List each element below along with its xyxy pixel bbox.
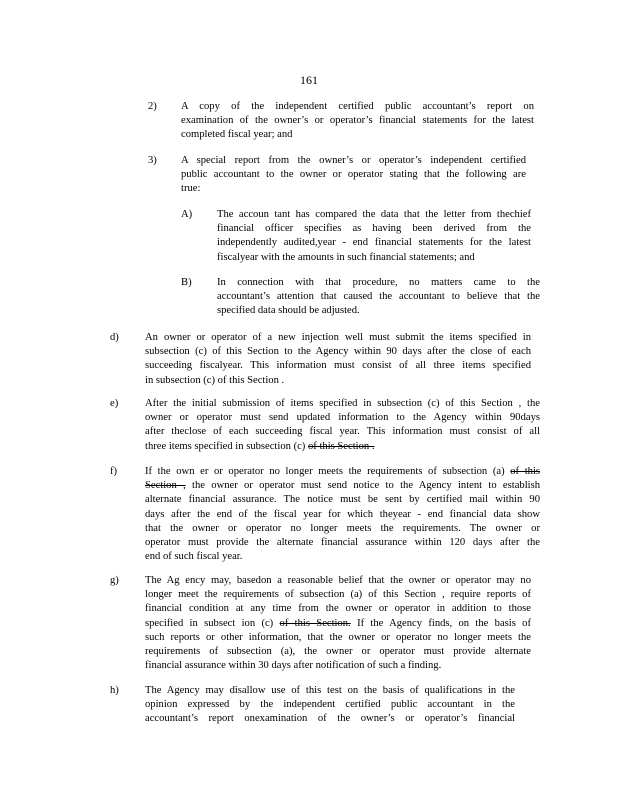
- text-line: accountant’s attention that caused the accountant to believe that the: [217, 291, 540, 303]
- text-line: The Agency may disallow use of this test on the basis of qualifications in the: [145, 685, 515, 696]
- item-text: [181, 100, 534, 143]
- text-line: such reports or other information, that the owner or operator no longer meets the: [145, 631, 531, 643]
- item-label: B): [181, 277, 192, 288]
- text-line: requirements of subsection (a), the owner or operator must provide alternate: [145, 646, 531, 658]
- text-line: specified data should be adjusted.: [217, 305, 360, 317]
- text-line: true:: [181, 183, 201, 195]
- item-text: [145, 574, 531, 673]
- struck-text: of this Section.: [279, 617, 351, 629]
- text-line: [145, 617, 531, 631]
- text-line: that the owner or operator no longer meets the requirements. The owner or: [145, 522, 540, 534]
- item-label: 2): [148, 101, 157, 112]
- text-line: financial officer specifies as having been derived from the: [217, 223, 531, 235]
- text-line: subsection (c) of this Section to the Agency within 90 days after the close of each: [145, 346, 531, 358]
- text-line: The Ag ency may, basedon a reasonable belief that the owner or operator may no: [145, 575, 531, 586]
- text-fragment: If the own er or operator no longer meets the requirements of subsection (a): [145, 466, 505, 477]
- text-line: after theclose of each succeeding fiscal year. This information must consist of all: [145, 426, 540, 438]
- text-line: operator must provide the alternate financial assurance within 120 days after the: [145, 537, 540, 549]
- text-line: independently audited,year - end financial statements for the latest: [217, 237, 531, 249]
- item-label: f): [110, 466, 118, 477]
- text-line: After the initial submission of items specified in subsection (c) of this Section , the: [145, 398, 540, 409]
- item-text: [145, 684, 515, 727]
- text-line: alternate financial assurance. The notice must be sent by certified mail within 90: [145, 494, 540, 506]
- text-line: completed fiscal year; and: [181, 129, 293, 141]
- text-line: succeeding fiscalyear. This information must consist of all three items specified: [145, 360, 531, 372]
- text-line: [145, 479, 540, 493]
- text-line: days after the end of the fiscal year for which theyear - end financial data show: [145, 508, 540, 520]
- text-line: The accoun tant has compared the data that the letter from thechief: [217, 209, 531, 220]
- item-text: [217, 276, 540, 319]
- page-number: 161: [300, 73, 318, 87]
- text-fragment: the owner or operator must send notice to the Agency intent to establish: [192, 480, 541, 492]
- item-text: [145, 397, 540, 454]
- item-label: 3): [148, 155, 157, 166]
- struck-text: of this Section .: [307, 440, 375, 452]
- struck-text: of this: [510, 466, 541, 477]
- text-line: opinion expressed by the independent certified public accountant in the: [145, 699, 515, 711]
- item-text: [145, 331, 531, 388]
- text-line: examination of the owner’s or operator’s financial statements for the latest: [181, 115, 534, 127]
- text-fragment: three items specified in subsection (c): [145, 440, 306, 452]
- text-line: fiscalyear with the amounts in such financial statements; and: [217, 251, 475, 263]
- text-line: public accountant to the owner or operator stating that the following are: [181, 169, 526, 181]
- text-line: end of such fiscal year.: [145, 551, 243, 563]
- text-line: A copy of the independent certified public accountant’s report on: [181, 101, 534, 112]
- text-fragment: specified in subsect ion (c): [145, 617, 274, 629]
- text-line: owner or operator must send updated information to the Agency within 90days: [145, 412, 540, 424]
- item-label: g): [110, 575, 119, 586]
- item-text: [181, 154, 526, 197]
- text-line: financial condition at any time from the owner or operator in addition to those: [145, 603, 531, 615]
- item-text: [217, 208, 531, 265]
- item-label: h): [110, 685, 119, 696]
- text-line: An owner or operator of a new injection well must submit the items specified in: [145, 332, 531, 343]
- text-line: A special report from the owner’s or operator’s independent certified: [181, 155, 526, 166]
- text-line: longer meet the requirements of subsection (a) of this Section , require reports of: [145, 589, 531, 601]
- text-line: accountant’s report onexamination of the owner’s or operator’s financial: [145, 713, 515, 725]
- item-label: A): [181, 209, 193, 220]
- text-line: financial assurance within 30 days after notification of such a finding.: [145, 660, 442, 672]
- text-line: [145, 465, 540, 479]
- item-text: [145, 465, 540, 564]
- struck-text: Section ,: [145, 480, 186, 492]
- text-fragment: If the Agency finds, on the basis of: [357, 617, 532, 629]
- item-label: d): [110, 332, 119, 343]
- text-line: In connection with that procedure, no matters came to the: [217, 277, 540, 288]
- text-line: [145, 440, 540, 454]
- text-line: in subsection (c) of this Section .: [145, 374, 285, 386]
- item-label: e): [110, 398, 119, 409]
